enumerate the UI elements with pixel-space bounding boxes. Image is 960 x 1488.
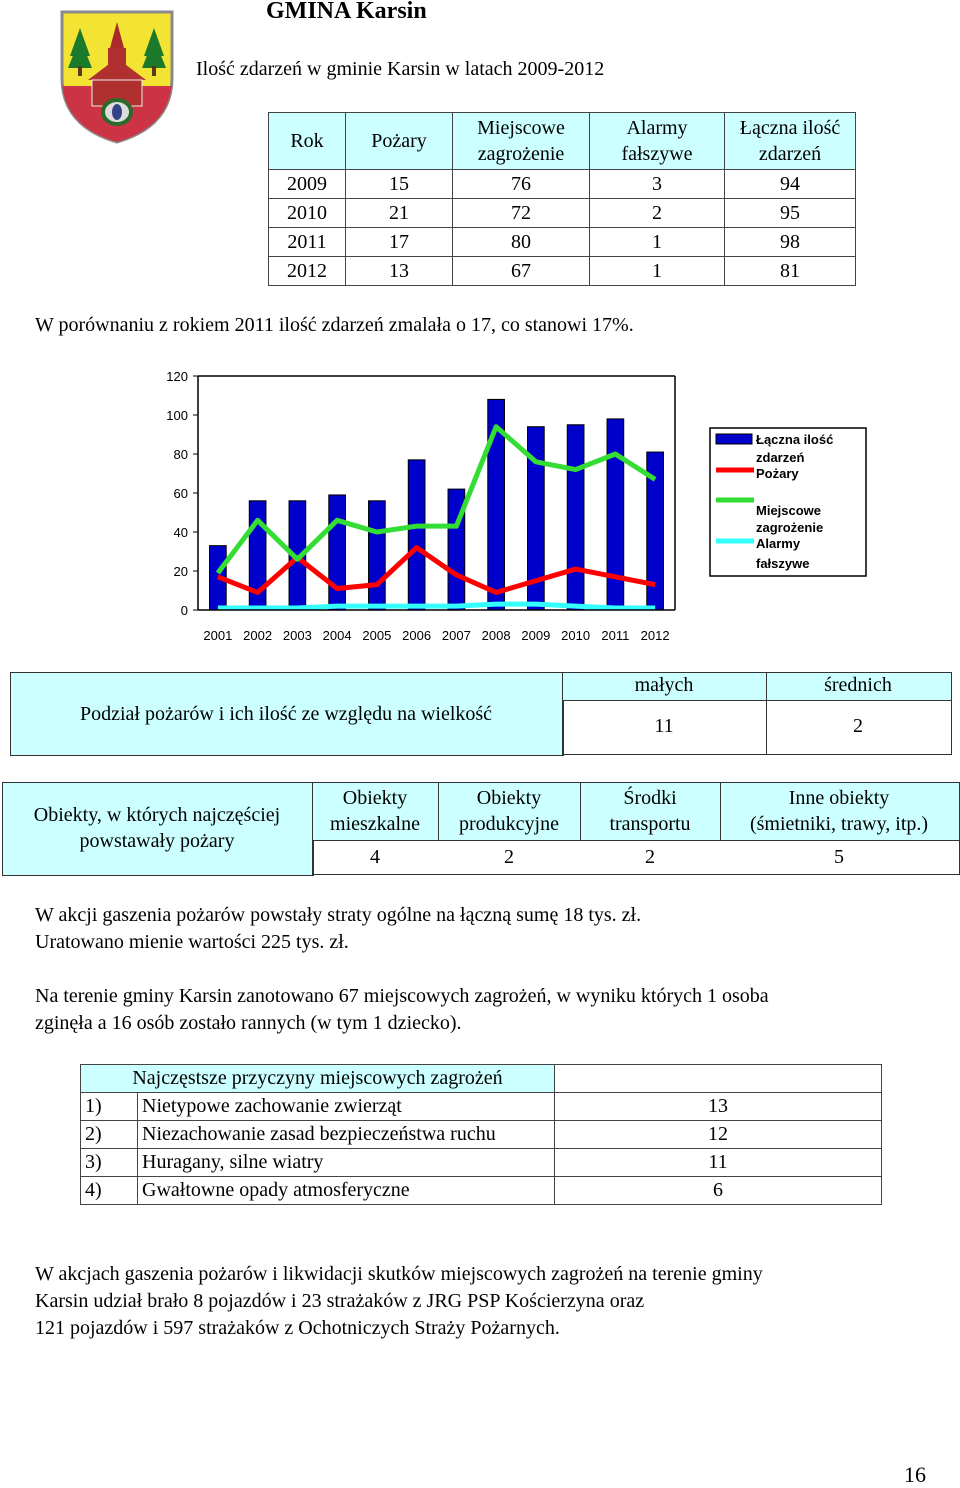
cause-label: Huragany, silne wiatry: [138, 1149, 555, 1177]
bar: [369, 501, 386, 610]
lines-group: [218, 427, 655, 608]
threats-text-line2: zginęła a 16 osób zostało rannych (w tym 1 dziecko).: [35, 1012, 462, 1034]
objects-header-residential: Obiekty mieszkalne: [330, 787, 420, 835]
objects-value-industrial: 2: [504, 846, 514, 868]
cause-label: Nietypowe zachowanie zwierząt: [138, 1093, 555, 1121]
comparison-text: W porównaniu z rokiem 2011 ilość zdarzeń zmalała o 17, co stanowi 17%.: [35, 314, 634, 336]
table-cell: 80: [453, 228, 590, 257]
table-cell: 95: [725, 199, 856, 228]
table-row: [81, 1177, 882, 1205]
objects-value-transport: 2: [645, 846, 655, 868]
table-cell: 1: [590, 228, 725, 257]
page-number: 16: [904, 1462, 926, 1487]
legend-label: Alarmy: [756, 536, 801, 551]
x-tick-label: 2002: [243, 628, 273, 643]
series-line: [218, 548, 655, 593]
stats-header-row: [269, 113, 856, 170]
cause-value: 6: [555, 1177, 882, 1205]
table-cell: 94: [725, 170, 856, 199]
x-tick-label: 2009: [521, 628, 551, 643]
x-tick-label: 2011: [601, 628, 630, 643]
objects-value-other: 5: [834, 846, 844, 868]
cause-label: Gwałtowne opady atmosferyczne: [138, 1177, 555, 1205]
final-text-line3: 121 pojazdów i 597 strażaków z Ochotniczych Straży Pożarnych.: [35, 1317, 560, 1339]
cause-index: 1): [81, 1093, 138, 1121]
y-tick-label: 60: [173, 486, 188, 501]
cause-value: 12: [555, 1121, 882, 1149]
y-tick-label: 20: [173, 564, 188, 579]
legend-label: Łączna ilość: [756, 432, 834, 447]
table-row: [81, 1121, 882, 1149]
legend-label: fałszywe: [756, 556, 810, 571]
table-cell: 17: [346, 228, 453, 257]
table-cell: 76: [453, 170, 590, 199]
stats-table: [268, 112, 856, 286]
cause-value: 11: [555, 1149, 882, 1177]
causes-header-blank: [555, 1065, 882, 1093]
x-tick-label: 2010: [561, 628, 591, 643]
y-tick-label: 0: [180, 603, 188, 618]
table-cell: 13: [346, 257, 453, 286]
x-tick-label: 2005: [362, 628, 392, 643]
table-row: [269, 170, 856, 199]
table-cell: 1: [590, 257, 725, 286]
legend-swatch-total: [716, 434, 752, 444]
x-tick-label: 2007: [441, 628, 471, 643]
x-tick-label: 2003: [282, 628, 312, 643]
bar: [607, 419, 624, 610]
x-tick-label: 2001: [203, 628, 233, 643]
threats-text-line1: Na terenie gminy Karsin zanotowano 67 miejscowych zagrożeń, w wyniku których 1 osoba: [35, 985, 769, 1007]
final-text-line2: Karsin udział brało 8 pojazdów i 23 strażaków z JRG PSP Kościerzyna oraz: [35, 1290, 645, 1312]
stats-header-cell: Miejscowe zagrożenie: [453, 113, 590, 170]
bar: [408, 460, 425, 610]
medium-fires-header: średnich: [824, 674, 892, 696]
x-tick-label: 2008: [481, 628, 511, 643]
causes-header-row: [81, 1065, 882, 1093]
final-text-line1: W akcjach gaszenia pożarów i likwidacji skutków miejscowych zagrożeń na terenie gminy: [35, 1263, 763, 1285]
table-cell: 2009: [269, 170, 346, 199]
cause-value: 13: [555, 1093, 882, 1121]
y-tick-label: 40: [173, 525, 188, 540]
losses-text-line1: W akcji gaszenia pożarów powstały straty ogólne na łączną sumę 18 tys. zł.: [35, 904, 642, 926]
table-cell: 2: [590, 199, 725, 228]
bars-group: [210, 399, 664, 610]
series-line: [218, 604, 655, 608]
events-chart: [140, 360, 880, 650]
medium-fires-value: 2: [853, 715, 863, 737]
table-cell: 67: [453, 257, 590, 286]
x-tick-label: 2006: [402, 628, 432, 643]
table-row: [269, 257, 856, 286]
cause-index: 4): [81, 1177, 138, 1205]
objects-header-industrial: Obiekty produkcyjne: [459, 787, 559, 835]
cause-index: 2): [81, 1121, 138, 1149]
table-cell: 2010: [269, 199, 346, 228]
chart-legend: [710, 428, 866, 576]
objects-value-residential: 4: [370, 846, 380, 868]
table-cell: 15: [346, 170, 453, 199]
x-tick-label: 2004: [322, 628, 352, 643]
losses-text-line2: Uratowano mienie wartości 225 tys. zł.: [35, 931, 349, 953]
x-tick-label: 2012: [640, 628, 670, 643]
stats-header-cell: Łączna ilość zdarzeń: [725, 113, 856, 170]
cause-index: 3): [81, 1149, 138, 1177]
objects-label-line2: powstawały pożary: [79, 830, 235, 852]
small-fires-value: 11: [654, 715, 674, 737]
table-cell: 2011: [269, 228, 346, 257]
causes-table: [80, 1064, 882, 1205]
table-cell: 21: [346, 199, 453, 228]
small-fires-header: małych: [634, 674, 694, 696]
stats-header-cell: Pożary: [346, 113, 453, 170]
series-line: [218, 427, 655, 573]
table-cell: 2012: [269, 257, 346, 286]
coat-of-arms-icon: [58, 8, 176, 146]
table-cell: 3: [590, 170, 725, 199]
objects-header-other: Inne obiekty (śmietniki, trawy, itp.): [749, 787, 929, 835]
table-row: [81, 1149, 882, 1177]
y-tick-label: 120: [166, 369, 188, 384]
page-subtitle: Ilość zdarzeń w gminie Karsin w latach 2009-2012: [196, 58, 605, 80]
table-cell: 81: [725, 257, 856, 286]
table-row: [269, 199, 856, 228]
stats-header-cell: Rok: [269, 113, 346, 170]
legend-label: Miejscowe: [756, 503, 822, 518]
page-title: GMINA Karsin: [266, 0, 427, 24]
table-row: [81, 1093, 882, 1121]
objects-header-transport: Środki transportu: [609, 787, 691, 835]
stats-header-cell: Alarmy fałszywe: [590, 113, 725, 170]
bar: [567, 425, 584, 610]
table-row: [269, 228, 856, 257]
legend-label: zdarzeń: [756, 450, 805, 465]
bar: [329, 495, 346, 610]
fire-size-label: Podział pożarów i ich ilość ze względu na wielkość: [79, 703, 493, 725]
table-cell: 98: [725, 228, 856, 257]
y-tick-label: 100: [166, 408, 188, 423]
x-axis: [198, 610, 675, 643]
objects-label-line1: Obiekty, w których najczęściej: [33, 804, 281, 826]
legend-label: zagrożenie: [756, 520, 824, 535]
legend-label: Pożary: [756, 466, 799, 481]
cause-label: Niezachowanie zasad bezpieczeństwa ruchu: [138, 1121, 555, 1149]
causes-header: Najczęstsze przyczyny miejscowych zagrożeń: [81, 1065, 555, 1093]
y-tick-label: 80: [173, 447, 188, 462]
table-cell: 72: [453, 199, 590, 228]
